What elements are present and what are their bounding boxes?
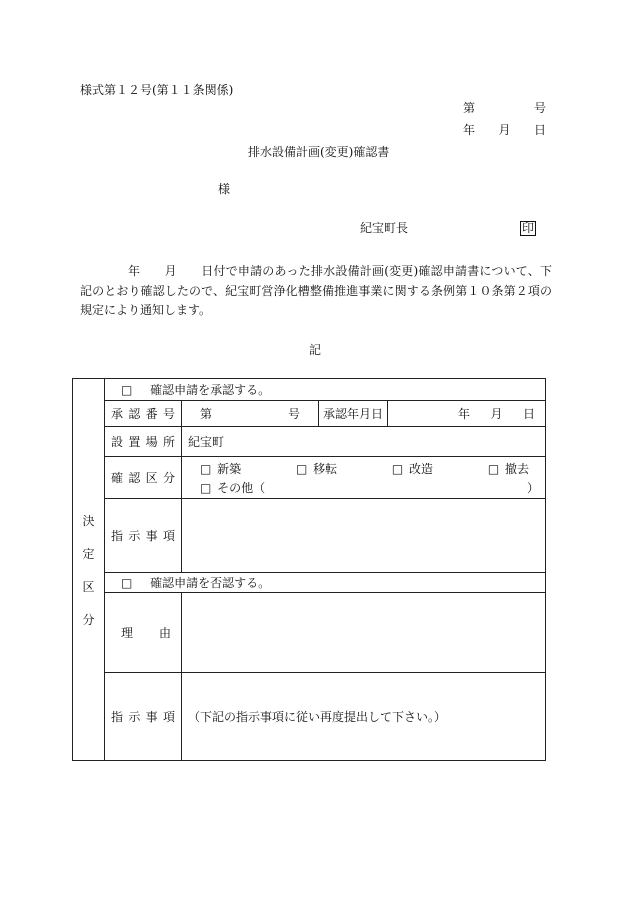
seal-mark <box>520 220 536 236</box>
category-option-relocate[interactable] <box>296 460 337 477</box>
approve-row <box>105 379 546 401</box>
category-checkbox[interactable]: □ <box>391 461 404 476</box>
seal-stamp: 印 <box>522 221 535 235</box>
approval-number-suffix: 号 <box>287 407 300 421</box>
category-option-label: 移転 <box>313 461 338 476</box>
ki-heading: 記 <box>309 343 322 357</box>
side-label-cell <box>73 379 105 761</box>
reject-instruction-field[interactable] <box>182 673 546 761</box>
label-char: 認 <box>128 407 141 421</box>
document-number-prefix: 第 <box>463 101 476 115</box>
approval-number-prefix: 第 <box>200 407 213 421</box>
reject-instruction-note: （下記の指示事項に従い再度提出して下さい。） <box>188 710 447 724</box>
reject-checkbox[interactable]: □ <box>121 576 133 590</box>
approve-checkbox[interactable]: □ <box>121 383 133 397</box>
label-char: 示 <box>128 710 141 724</box>
label-char: 事 <box>145 529 158 543</box>
label-char: 指 <box>111 529 124 543</box>
category-other-close: ） <box>526 480 539 495</box>
approval-date-field[interactable] <box>388 401 546 427</box>
reject-row <box>105 573 546 593</box>
category-label-cell <box>105 457 182 499</box>
category-checkbox[interactable]: □ <box>200 461 212 476</box>
label-char: 区 <box>145 471 158 485</box>
approval-number-field[interactable] <box>182 401 319 427</box>
label-char: 事 <box>145 710 158 724</box>
category-option-label: 新築 <box>217 461 242 476</box>
document-number-suffix: 号 <box>533 101 546 115</box>
side-label-char-3: 区 <box>82 579 95 594</box>
category-checkbox[interactable]: □ <box>487 461 500 476</box>
side-label-char-4: 分 <box>82 612 95 627</box>
instruction-field[interactable] <box>182 499 546 573</box>
reason-field[interactable] <box>182 593 546 673</box>
label-char: 設 <box>111 435 124 449</box>
label-char: 置 <box>128 435 141 449</box>
category-option-label: 改造 <box>409 461 434 476</box>
location-field[interactable]: 紀宝町 <box>182 427 546 457</box>
approval-date-day: 日 <box>522 407 535 421</box>
decision-table <box>72 378 546 761</box>
date-month: 月 <box>498 123 511 137</box>
label-char: 号 <box>162 407 175 421</box>
approval-number-label-cell <box>105 401 182 427</box>
category-options-cell <box>182 457 546 499</box>
approval-date-label: 承認年月日 <box>319 401 388 427</box>
label-char: 場 <box>145 435 158 449</box>
label-char: 由 <box>158 626 171 640</box>
approve-text: 確認申請を承認する。 <box>150 383 271 397</box>
reject-text: 確認申請を否認する。 <box>150 576 271 590</box>
label-char: 承 <box>111 407 124 421</box>
side-label-char-2: 定 <box>82 546 95 561</box>
category-other-label: その他（ <box>217 480 266 495</box>
label-char: 認 <box>128 471 141 485</box>
label-char: 所 <box>162 435 175 449</box>
document-number <box>463 100 546 116</box>
category-option-label: 撤去 <box>504 461 529 476</box>
side-label-char-1: 決 <box>82 513 95 528</box>
location-label-cell <box>105 427 182 457</box>
document-date <box>463 122 546 138</box>
addressee-suffix: 様 <box>218 182 231 196</box>
document-title: 排水設備計画(変更)確認書 <box>248 145 390 159</box>
category-option-other[interactable] <box>200 479 265 496</box>
category-option-new[interactable] <box>200 460 241 477</box>
label-char: 項 <box>162 710 175 724</box>
label-char: 項 <box>162 529 175 543</box>
issuer-name: 紀宝町長 <box>360 221 409 235</box>
instruction-label-cell <box>105 499 182 573</box>
date-day: 日 <box>533 123 546 137</box>
category-option-remove[interactable] <box>488 460 529 477</box>
date-year: 年 <box>463 123 476 137</box>
category-option-remodel[interactable] <box>392 460 433 477</box>
category-checkbox[interactable]: □ <box>295 461 308 476</box>
form-number: 様式第１２号(第１１条関係) <box>80 83 234 97</box>
reject-instruction-label-cell <box>105 673 182 761</box>
label-char: 理 <box>121 626 134 640</box>
reason-label-cell <box>105 593 182 673</box>
label-char: 示 <box>128 529 141 543</box>
category-checkbox[interactable]: □ <box>200 480 212 495</box>
label-char: 確 <box>111 471 124 485</box>
notice-paragraph: 年 月 日付で申請のあった排水設備計画(変更)確認申請書について、下記のとおり確認したので、紀宝町営浄化槽整備推進事業に関する条例第１０条第２項の規定により通知します。 <box>80 264 552 317</box>
approval-date-year: 年 <box>458 407 471 421</box>
approval-date-month: 月 <box>490 407 503 421</box>
label-char: 番 <box>145 407 158 421</box>
label-char: 分 <box>162 471 175 485</box>
label-char: 指 <box>111 710 124 724</box>
